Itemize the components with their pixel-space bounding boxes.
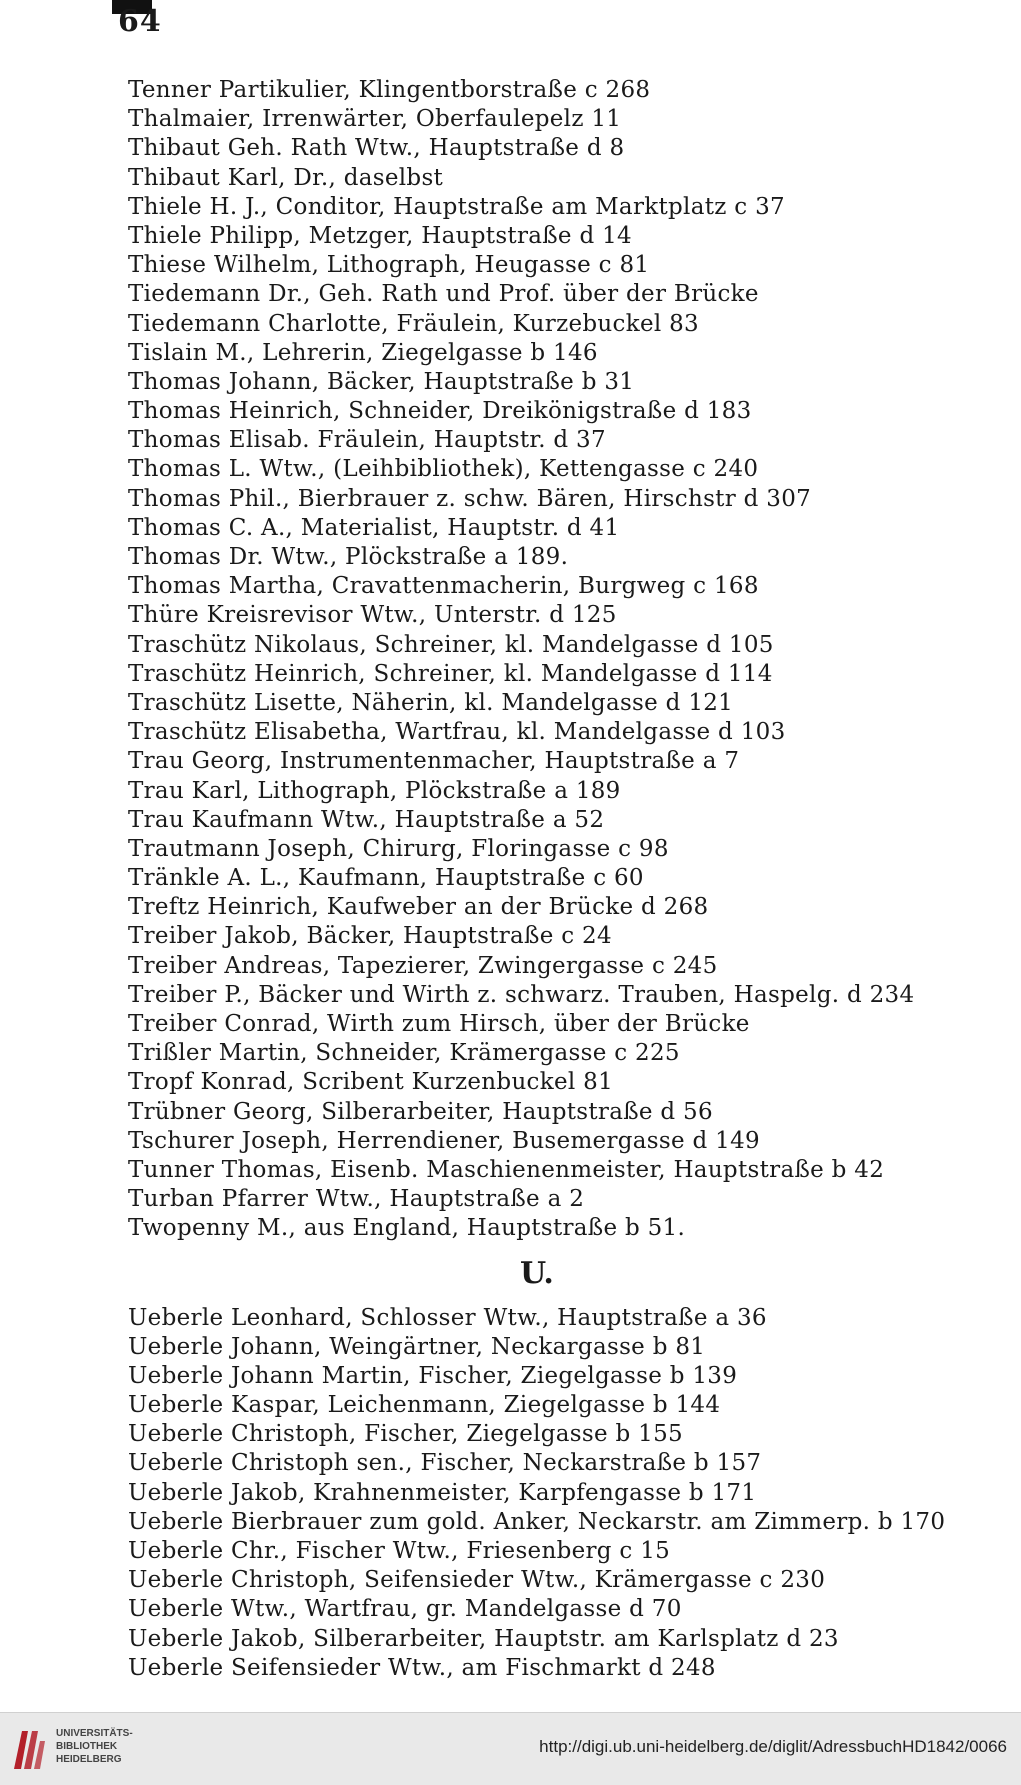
directory-entry: Ueberle Bierbrauer zum gold. Anker, Neckarstr. am Zimmerp. b 170 bbox=[128, 1508, 946, 1535]
directory-entry: Ueberle Leonhard, Schlosser Wtw., Hauptstraße a 36 bbox=[128, 1304, 767, 1331]
directory-entry: Ueberle Christoph, Fischer, Ziegelgasse b 155 bbox=[128, 1421, 683, 1448]
directory-entry: Thibaut Karl, Dr., daselbst bbox=[128, 164, 444, 191]
directory-entry: Tropf Konrad, Scribent Kurzenbuckel 81 bbox=[128, 1069, 614, 1096]
directory-entry: Traschütz Lisette, Näherin, kl. Mandelgasse d 121 bbox=[128, 689, 734, 716]
directory-entry: Tunner Thomas, Eisenb. Maschienenmeister, Hauptstraße b 42 bbox=[128, 1156, 885, 1183]
source-url-link[interactable]: http://digi.ub.uni-heidelberg.de/diglit/AdressbuchHD1842/0066 bbox=[539, 1737, 1007, 1756]
directory-entry: Trautmann Joseph, Chirurg, Floringasse c 98 bbox=[128, 835, 669, 862]
directory-entry: Trißler Martin, Schneider, Krämergasse c 225 bbox=[128, 1040, 680, 1067]
directory-entry: Treiber Conrad, Wirth zum Hirsch, über der Brücke bbox=[128, 1011, 750, 1037]
directory-entry: Trau Karl, Lithograph, Plöckstraße a 189 bbox=[128, 777, 621, 804]
page-number: 64 bbox=[118, 4, 162, 39]
directory-entry: Thomas Elisab. Fräulein, Hauptstr. d 37 bbox=[128, 427, 606, 454]
entries-t-section bbox=[128, 76, 988, 1244]
directory-entry: Tislain M., Lehrerin, Ziegelgasse b 146 bbox=[128, 339, 598, 366]
directory-entry: Thomas Dr. Wtw., Plöckstraße a 189. bbox=[128, 544, 569, 570]
directory-entry: Ueberle Seifensieder Wtw., am Fischmarkt d 248 bbox=[128, 1654, 716, 1681]
directory-entry: Tränkle A. L., Kaufmann, Hauptstraße c 60 bbox=[128, 865, 644, 892]
directory-entry: Thiele H. J., Conditor, Hauptstraße am Marktplatz c 37 bbox=[128, 193, 785, 220]
directory-entry: Ueberle Johann Martin, Fischer, Ziegelgasse b 139 bbox=[128, 1362, 738, 1389]
directory-entry: Treiber Andreas, Tapezierer, Zwingergasse c 245 bbox=[128, 952, 718, 979]
directory-entry: Thomas Martha, Cravattenmacherin, Burgweg c 168 bbox=[128, 573, 759, 600]
directory-entry: Tiedemann Charlotte, Fräulein, Kurzebuckel 83 bbox=[128, 310, 699, 337]
directory-entries bbox=[128, 76, 988, 1683]
directory-entry: Ueberle Jakob, Silberarbeiter, Hauptstr. am Karlsplatz d 23 bbox=[128, 1625, 839, 1652]
directory-entry: Thomas C. A., Materialist, Hauptstr. d 41 bbox=[128, 514, 620, 541]
directory-entry: Thomas L. Wtw., (Leihbibliothek), Kettengasse c 240 bbox=[128, 456, 759, 483]
directory-entry: Ueberle Jakob, Krahnenmeister, Karpfengasse b 171 bbox=[128, 1479, 757, 1506]
directory-entry: Tenner Partikulier, Klingentborstraße c 268 bbox=[128, 77, 651, 103]
library-name-line1: UNIVERSITÄTS- bbox=[56, 1728, 133, 1739]
library-name-line3: HEIDELBERG bbox=[56, 1754, 122, 1765]
section-letter-heading: U. bbox=[520, 1255, 554, 1291]
directory-entry: Ueberle Johann, Weingärtner, Neckargasse b 81 bbox=[128, 1333, 706, 1360]
directory-entry: Turban Pfarrer Wtw., Hauptstraße a 2 bbox=[128, 1186, 585, 1213]
library-name-line2: BIBLIOTHEK bbox=[56, 1741, 118, 1752]
directory-entry: Thiele Philipp, Metzger, Hauptstraße d 14 bbox=[128, 222, 632, 249]
directory-entry: Thomas Heinrich, Schneider, Dreikönigstraße d 183 bbox=[128, 398, 752, 425]
library-name bbox=[56, 1727, 133, 1766]
directory-entry: Ueberle Christoph, Seifensieder Wtw., Krämergasse c 230 bbox=[128, 1567, 826, 1594]
directory-entry: Thiese Wilhelm, Lithograph, Heugasse c 81 bbox=[128, 252, 650, 279]
directory-entry: Traschütz Heinrich, Schreiner, kl. Mandelgasse d 114 bbox=[128, 660, 773, 687]
directory-entry: Treiber Jakob, Bäcker, Hauptstraße c 24 bbox=[128, 923, 612, 950]
directory-entry: Trau Georg, Instrumentenmacher, Hauptstraße a 7 bbox=[128, 748, 740, 775]
directory-entry: Thibaut Geh. Rath Wtw., Hauptstraße d 8 bbox=[128, 135, 625, 162]
directory-entry: Thüre Kreisrevisor Wtw., Unterstr. d 125 bbox=[128, 602, 617, 629]
directory-entry: Ueberle Chr., Fischer Wtw., Friesenberg c 15 bbox=[128, 1538, 671, 1564]
directory-entry: Twopenny M., aus England, Hauptstraße b 51. bbox=[128, 1215, 686, 1242]
directory-entry: Ueberle Wtw., Wartfrau, gr. Mandelgasse d 70 bbox=[128, 1596, 682, 1623]
directory-entry: Traschütz Nikolaus, Schreiner, kl. Mandelgasse d 105 bbox=[128, 631, 774, 658]
directory-entry: Trübner Georg, Silberarbeiter, Hauptstraße d 56 bbox=[128, 1098, 713, 1125]
directory-entry: Thomas Phil., Bierbrauer z. schw. Bären, Hirschstr d 307 bbox=[128, 485, 812, 512]
directory-entry: Ueberle Christoph sen., Fischer, Neckarstraße b 157 bbox=[128, 1450, 762, 1477]
directory-entry: Tschurer Joseph, Herrendiener, Busemergasse d 149 bbox=[128, 1127, 760, 1154]
directory-entry: Trau Kaufmann Wtw., Hauptstraße a 52 bbox=[128, 806, 605, 833]
viewer-footer bbox=[0, 1712, 1021, 1785]
directory-entry: Tiedemann Dr., Geh. Rath und Prof. über der Brücke bbox=[128, 281, 759, 308]
directory-entry: Treftz Heinrich, Kaufweber an der Brücke d 268 bbox=[128, 894, 709, 921]
directory-entry: Traschütz Elisabetha, Wartfrau, kl. Mandelgasse d 103 bbox=[128, 719, 786, 746]
directory-entry: Treiber P., Bäcker und Wirth z. schwarz. Trauben, Haspelg. d 234 bbox=[128, 981, 915, 1008]
ub-heidelberg-logo-icon bbox=[10, 1725, 48, 1773]
directory-entry: Thomas Johann, Bäcker, Hauptstraße b 31 bbox=[128, 368, 635, 395]
directory-entry: Ueberle Kaspar, Leichenmann, Ziegelgasse b 144 bbox=[128, 1392, 721, 1419]
directory-entry: Thalmaier, Irrenwärter, Oberfaulepelz 11 bbox=[128, 106, 622, 133]
entries-u-section bbox=[128, 1304, 988, 1683]
